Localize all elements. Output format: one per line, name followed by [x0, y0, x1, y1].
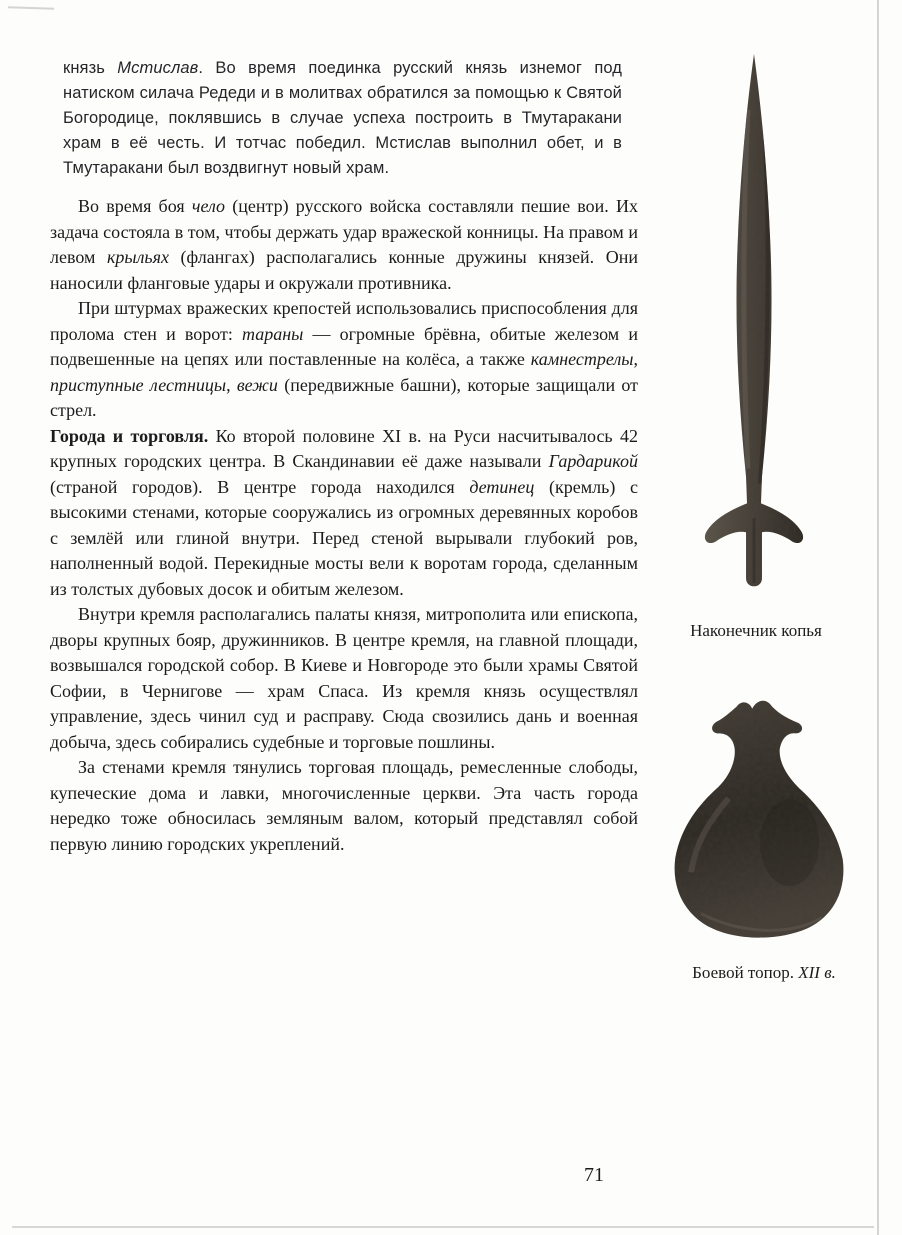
paragraph-outside-kremlin: [50, 755, 638, 857]
paragraph-inside-kremlin: [50, 602, 638, 755]
text-segment: ,: [633, 349, 638, 369]
text-segment: чело: [191, 196, 226, 216]
text-segment: Ко второй половине XI в. на Руси насчитывалось 42 крупных городских центра. В Скандинавии её даже называли: [50, 425, 638, 471]
text-segment: крыльях: [106, 247, 169, 267]
text-segment: ,: [226, 374, 237, 395]
text-segment: (центр) русского войска составляли пешие вои. Их задача состояла в том, чтобы держать удар вражеской конницы. На правом и левом: [50, 196, 638, 267]
figure-spearhead: [688, 50, 824, 598]
text-segment: (кремль) с высокими стенами, которые сооружались из огромных деревянных коробов с землёй или глиной внутри. Перед стеной вырывали глубокий ров, наполненный водой. Перекидные мосты вели к воротам города, сделанным из толстых дубовых досок и обитым железом.: [50, 476, 638, 599]
scan-edge-right: [877, 0, 879, 1235]
paragraph-battle-order: [50, 194, 638, 296]
text-segment: детинец: [469, 476, 535, 497]
caption-text: Наконечник копья: [690, 621, 822, 640]
paragraph-siege-devices: [50, 296, 638, 424]
text-segment: тараны: [242, 323, 304, 344]
text-segment: . Во время поединка русский князь изнемог под натиском силача Редеди и в молитвах обратился за помощью к Святой Богородице, поклявшись в случае успеха построить в Тмутаракани храм в её честь. И тотчас победил. Мстислав выполнил обет, и в Тмутаракани был воздвигнут новый храм.: [63, 59, 622, 177]
text-segment: — огромные брёвна, обитые железом и подвешенные на цепях или поставленные на колёса, а также: [50, 323, 638, 369]
text-segment: камнестрелы: [530, 349, 634, 369]
text-segment: (страной городов). В центре города находился: [50, 476, 470, 497]
text-segment: Гардарикой: [548, 451, 638, 471]
spearhead-caption: [656, 620, 856, 642]
text-segment: Внутри кремля располагались палаты князя, митрополита или епископа, дворы крупных бояр, дружинников. В центре кремля, на главной площади, возвышался городской собор. В Киеве и Новгороде это были храмы Святой Софии, в Чернигове — храм Спаса. Из кремля князь осуществлял управление, здесь чинил суд и расправу. Сюда свозились дань и военная добыча, здесь собирались судебные и торговые пошлины.: [50, 604, 638, 752]
battle-axe-caption: [645, 962, 883, 984]
caption-text-italic: XII в.: [798, 963, 836, 982]
scan-mark-top-left: [8, 6, 54, 9]
battle-axe-image: [658, 695, 868, 953]
text-segment: приступные лестницы: [50, 374, 227, 395]
text-column: [50, 56, 638, 857]
figure-battle-axe: [658, 695, 868, 953]
text-segment: (передвижные башни), которые защищали от стрел.: [50, 374, 638, 420]
paragraph-cities-and-trade: [50, 424, 638, 603]
text-segment: вежи: [236, 374, 278, 395]
text-segment: За стенами кремля тянулись торговая площадь, ремесленные слободы, купеческие дома и лавки, многочисленные церкви. Эта часть города нередко тоже обносилась земляным валом, который представлял собой первую линию городских укреплений.: [50, 757, 638, 854]
section-heading: Города и торговля.: [50, 425, 216, 446]
page-number: 71: [584, 1164, 604, 1186]
text-segment: При штурмах вражеских крепостей использовались приспособления для пролома стен и ворот:: [50, 298, 638, 344]
text-segment: Мстислав: [117, 59, 199, 77]
paragraph-story-mstislav: [63, 56, 622, 181]
scan-edge-bottom: [12, 1226, 874, 1228]
caption-text: Боевой топор.: [692, 963, 799, 982]
text-segment: князь: [63, 59, 118, 77]
text-segment: Во время боя: [78, 196, 192, 216]
spearhead-image: [688, 50, 820, 598]
text-segment: (флангах) располагались конные дружины князей. Они наносили фланговые удары и окружали противника.: [50, 247, 638, 293]
